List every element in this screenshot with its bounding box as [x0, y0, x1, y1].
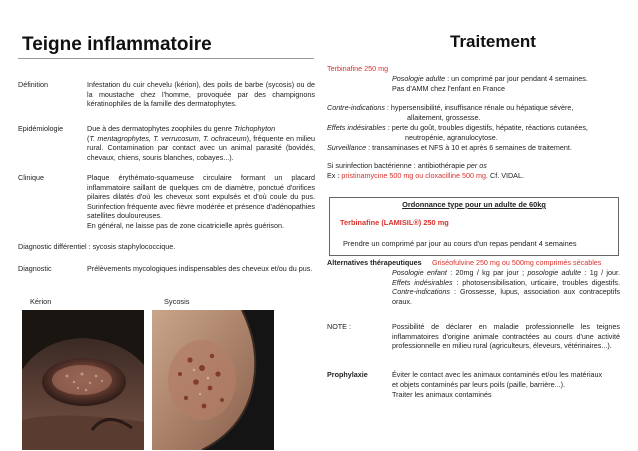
clinical-text: Plaque érythémato-squameuse circulaire formant un placard inflammatoire saillant de quelques cm de diamètre, ponctué d'orifices pilaires dilatés d'où les cheveux sont expulsés et d'où coule du pus. Surinfection fréquente avec fièvre modérée et présence d'adénopathies satellites douloureuses. En général, ne laisse pas de zone cicatricielle après guérison.: [87, 173, 315, 230]
clinical-label: Clinique: [18, 173, 44, 182]
epidemiology-label: Epidémiologie: [18, 124, 64, 133]
sycosis-photo: [152, 310, 274, 450]
prescription-heading: Ordonnance type pour un adulte de 60kg: [402, 200, 546, 209]
prophylaxie-line3: Traiter les animaux contaminés: [392, 390, 492, 399]
diagnostic-label: Diagnostic: [18, 264, 52, 273]
alternatives-drug: Griséofulvine 250 mg ou 500mg comprimés sécables: [432, 258, 602, 267]
prophylaxie-line2: et objets contaminés par leurs poils (paille, barrière...).: [392, 380, 565, 389]
prophylaxie-label: Prophylaxie: [327, 370, 368, 379]
differential-diagnosis: Diagnostic différentiel : sycosis staphylococcique.: [18, 242, 176, 251]
contre-indications-cont: allaitement, grossesse.: [407, 113, 481, 122]
definition-text: Infestation du cuir chevelu (kérion), des poils de barbe (sycosis) ou de la moustache chez l'homme, provoquée par des champignons kératinophiles de la famille des dermatophytes.: [87, 80, 315, 109]
prophylaxie-line1: Éviter le contact avec les animaux contaminés et/ou les matériaux: [392, 370, 603, 379]
effets-indesirables-cont: neutropénie, agranulocytose.: [405, 133, 498, 142]
sycosis-caption: Sycosis: [164, 297, 190, 306]
prescription-drug: Terbinafine (LAMISIL®) 250 mg: [340, 218, 449, 227]
alternatives-details: Posologie enfant : 20mg / kg par jour ; posologie adulte : 1g / jour. Effets indésirables : photosensibilisation, urticaire, troubles digestifs. Contre-indications : Grossesse, lupus, association aux contraceptifs oraux.: [392, 268, 620, 306]
epidemiology-text: Due à des dermatophytes zoophiles du genre Trichophyton (T. mentagrophytes, T. verrucosum, T. ochraceum), fréquente en milieu rural. Contamination par contact avec un animal parasité (bovidés, chevaux, chiens, souris blanches, cobayes...).: [87, 124, 315, 162]
note-label: NOTE :: [327, 322, 351, 331]
terbinafine-label: Terbinafine 250 mg: [327, 64, 389, 73]
contre-indications: Contre-indications : hypersensibilité, insuffisance rénale ou hépatique sévère,: [327, 103, 574, 112]
diagnostic-text: Prélèvements mycologiques indispensables des cheveux et/ou du pus.: [87, 264, 313, 273]
effets-indesirables: Effets indésirables : perte du goût, troubles digestifs, hépatite, réactions cutanées,: [327, 123, 588, 132]
treatment-title: Traitement: [450, 32, 536, 51]
page-title: Teigne inflammatoire: [22, 34, 212, 55]
prescription-instruction: Prendre un comprimé par jour au cours d'un repas pendant 4 semaines: [343, 239, 577, 248]
definition-label: Définition: [18, 80, 48, 89]
surinfection: Si surinfection bactérienne : antibiothérapie per os: [327, 161, 487, 170]
posologie-adulte: Posologie adulte : un comprimé par jour pendant 4 semaines.: [392, 74, 588, 83]
prescription-box: [329, 197, 619, 256]
title-divider: [18, 58, 314, 59]
kerion-caption: Kérion: [30, 297, 52, 306]
kerion-photo: [22, 310, 144, 450]
surveillance: Surveillance : transaminases et NFS à 10 et après 6 semaines de traitement.: [327, 143, 572, 152]
alternatives-label: Alternatives thérapeutiques: [327, 258, 422, 267]
amm-note: Pas d'AMM chez l'enfant en France: [392, 84, 506, 93]
example-antibiotics: Ex : pristinamycine 500 mg ou cloxacilline 500 mg. Cf. VIDAL.: [327, 171, 524, 180]
note-text: Possibilité de déclarer en maladie professionnelle les teignes inflammatoires d'origine animale contractées au cours d'une activité professionnelle en milieu rural (agriculteurs, éleveurs, vétérinaires...).: [392, 322, 620, 351]
